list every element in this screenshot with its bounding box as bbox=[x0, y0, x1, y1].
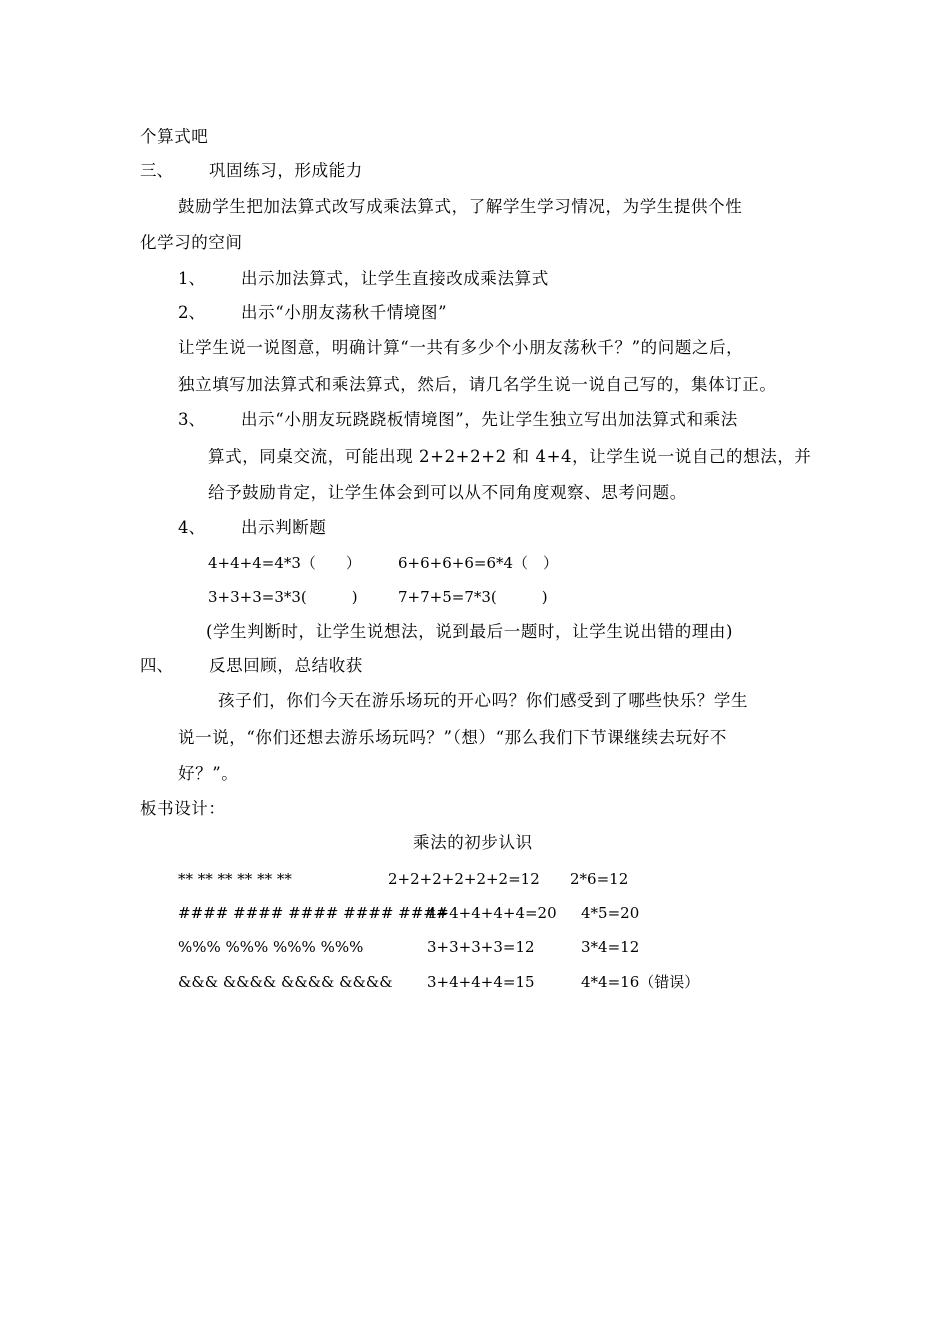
section-3-number: 三、 bbox=[140, 161, 173, 180]
item-1-text: 出示加法算式，让学生直接改成乘法算式 bbox=[241, 269, 549, 288]
board-row-1-addition: 2+2+2+2+2+2=12 bbox=[388, 870, 540, 888]
item-4-number: 4、 bbox=[178, 518, 205, 537]
paragraph-3-line-2: 化学习的空间 bbox=[140, 233, 243, 252]
board-title: 乘法的初步认识 bbox=[413, 833, 533, 852]
item-2-detail-line-1: 让学生说一说图意，明确计算“一共有多少个小朋友荡秋千？”的问题之后， bbox=[178, 338, 744, 357]
item-3-text: 出示“小朋友玩跷跷板情境图”，先让学生独立写出加法算式和乘法 bbox=[241, 410, 738, 429]
section-4-number: 四、 bbox=[140, 656, 173, 675]
item-3-number: 3、 bbox=[178, 410, 205, 429]
judgement-2: 6+6+6+6=6*4（ ） bbox=[398, 554, 559, 572]
board-row-3-multiplication: 3*4=12 bbox=[581, 938, 640, 956]
board-row-2-addition: 4+4+4+4+4=20 bbox=[427, 904, 557, 922]
item-2-text: 出示“小朋友荡秋千情境图” bbox=[241, 303, 448, 322]
item-1-number: 1、 bbox=[178, 269, 205, 288]
board-row-4-symbols: &&& &&&& &&&& &&&& bbox=[178, 973, 393, 991]
board-row-1-multiplication: 2*6=12 bbox=[570, 870, 629, 888]
board-row-3-addition: 3+3+3+3=12 bbox=[427, 938, 535, 956]
board-row-1-symbols: ** ** ** ** ** ** bbox=[178, 870, 292, 888]
judgement-4: 7+7+5=7*3( ) bbox=[398, 588, 548, 606]
section-4-title: 反思回顾，总结收获 bbox=[209, 656, 363, 675]
board-design-label: 板书设计： bbox=[140, 799, 226, 818]
item-3-detail-line-1: 算式，同桌交流，可能出现 2+2+2+2 和 4+4，让学生说一说自己的想法，并 bbox=[208, 447, 812, 466]
section-3-title: 巩固练习，形成能力 bbox=[209, 161, 363, 180]
paragraph-4-line-1: 孩子们，你们今天在游乐场玩的开心吗？你们感受到了哪些快乐？学生 bbox=[218, 691, 749, 710]
item-2-number: 2、 bbox=[178, 303, 205, 322]
item-2-detail-line-2: 独立填写加法算式和乘法算式，然后，请几名学生说一说自己写的，集体订正。 bbox=[178, 375, 777, 394]
item-4-text: 出示判断题 bbox=[241, 518, 327, 537]
paragraph-4-line-2: 说一说，“你们还想去游乐场玩吗？”（想）“那么我们下节课继续去玩好不 bbox=[178, 728, 727, 747]
board-row-3-symbols: %%% %%% %%% %%% bbox=[178, 938, 364, 956]
judgement-3: 3+3+3=3*3( ) bbox=[208, 588, 358, 606]
line-1: 个算式吧 bbox=[140, 127, 209, 146]
paragraph-3-line-1: 鼓励学生把加法算式改写成乘法算式，了解学生学习情况，为学生提供个性 bbox=[178, 197, 743, 216]
judgement-note: (学生判断时，让学生说想法，说到最后一题时，让学生说出错的理由) bbox=[206, 622, 734, 641]
item-3-detail-line-2: 给予鼓励肯定，让学生体会到可以从不同角度观察、思考问题。 bbox=[208, 483, 687, 502]
paragraph-4-line-3: 好？”。 bbox=[178, 764, 239, 783]
board-row-4-multiplication: 4*4=16（错误） bbox=[581, 973, 700, 991]
board-row-2-multiplication: 4*5=20 bbox=[581, 904, 640, 922]
board-row-4-addition: 3+4+4+4=15 bbox=[427, 973, 535, 991]
board-row-2-symbols: #### #### #### #### #### bbox=[178, 904, 449, 922]
judgement-1: 4+4+4=4*3（ ） bbox=[208, 554, 361, 572]
